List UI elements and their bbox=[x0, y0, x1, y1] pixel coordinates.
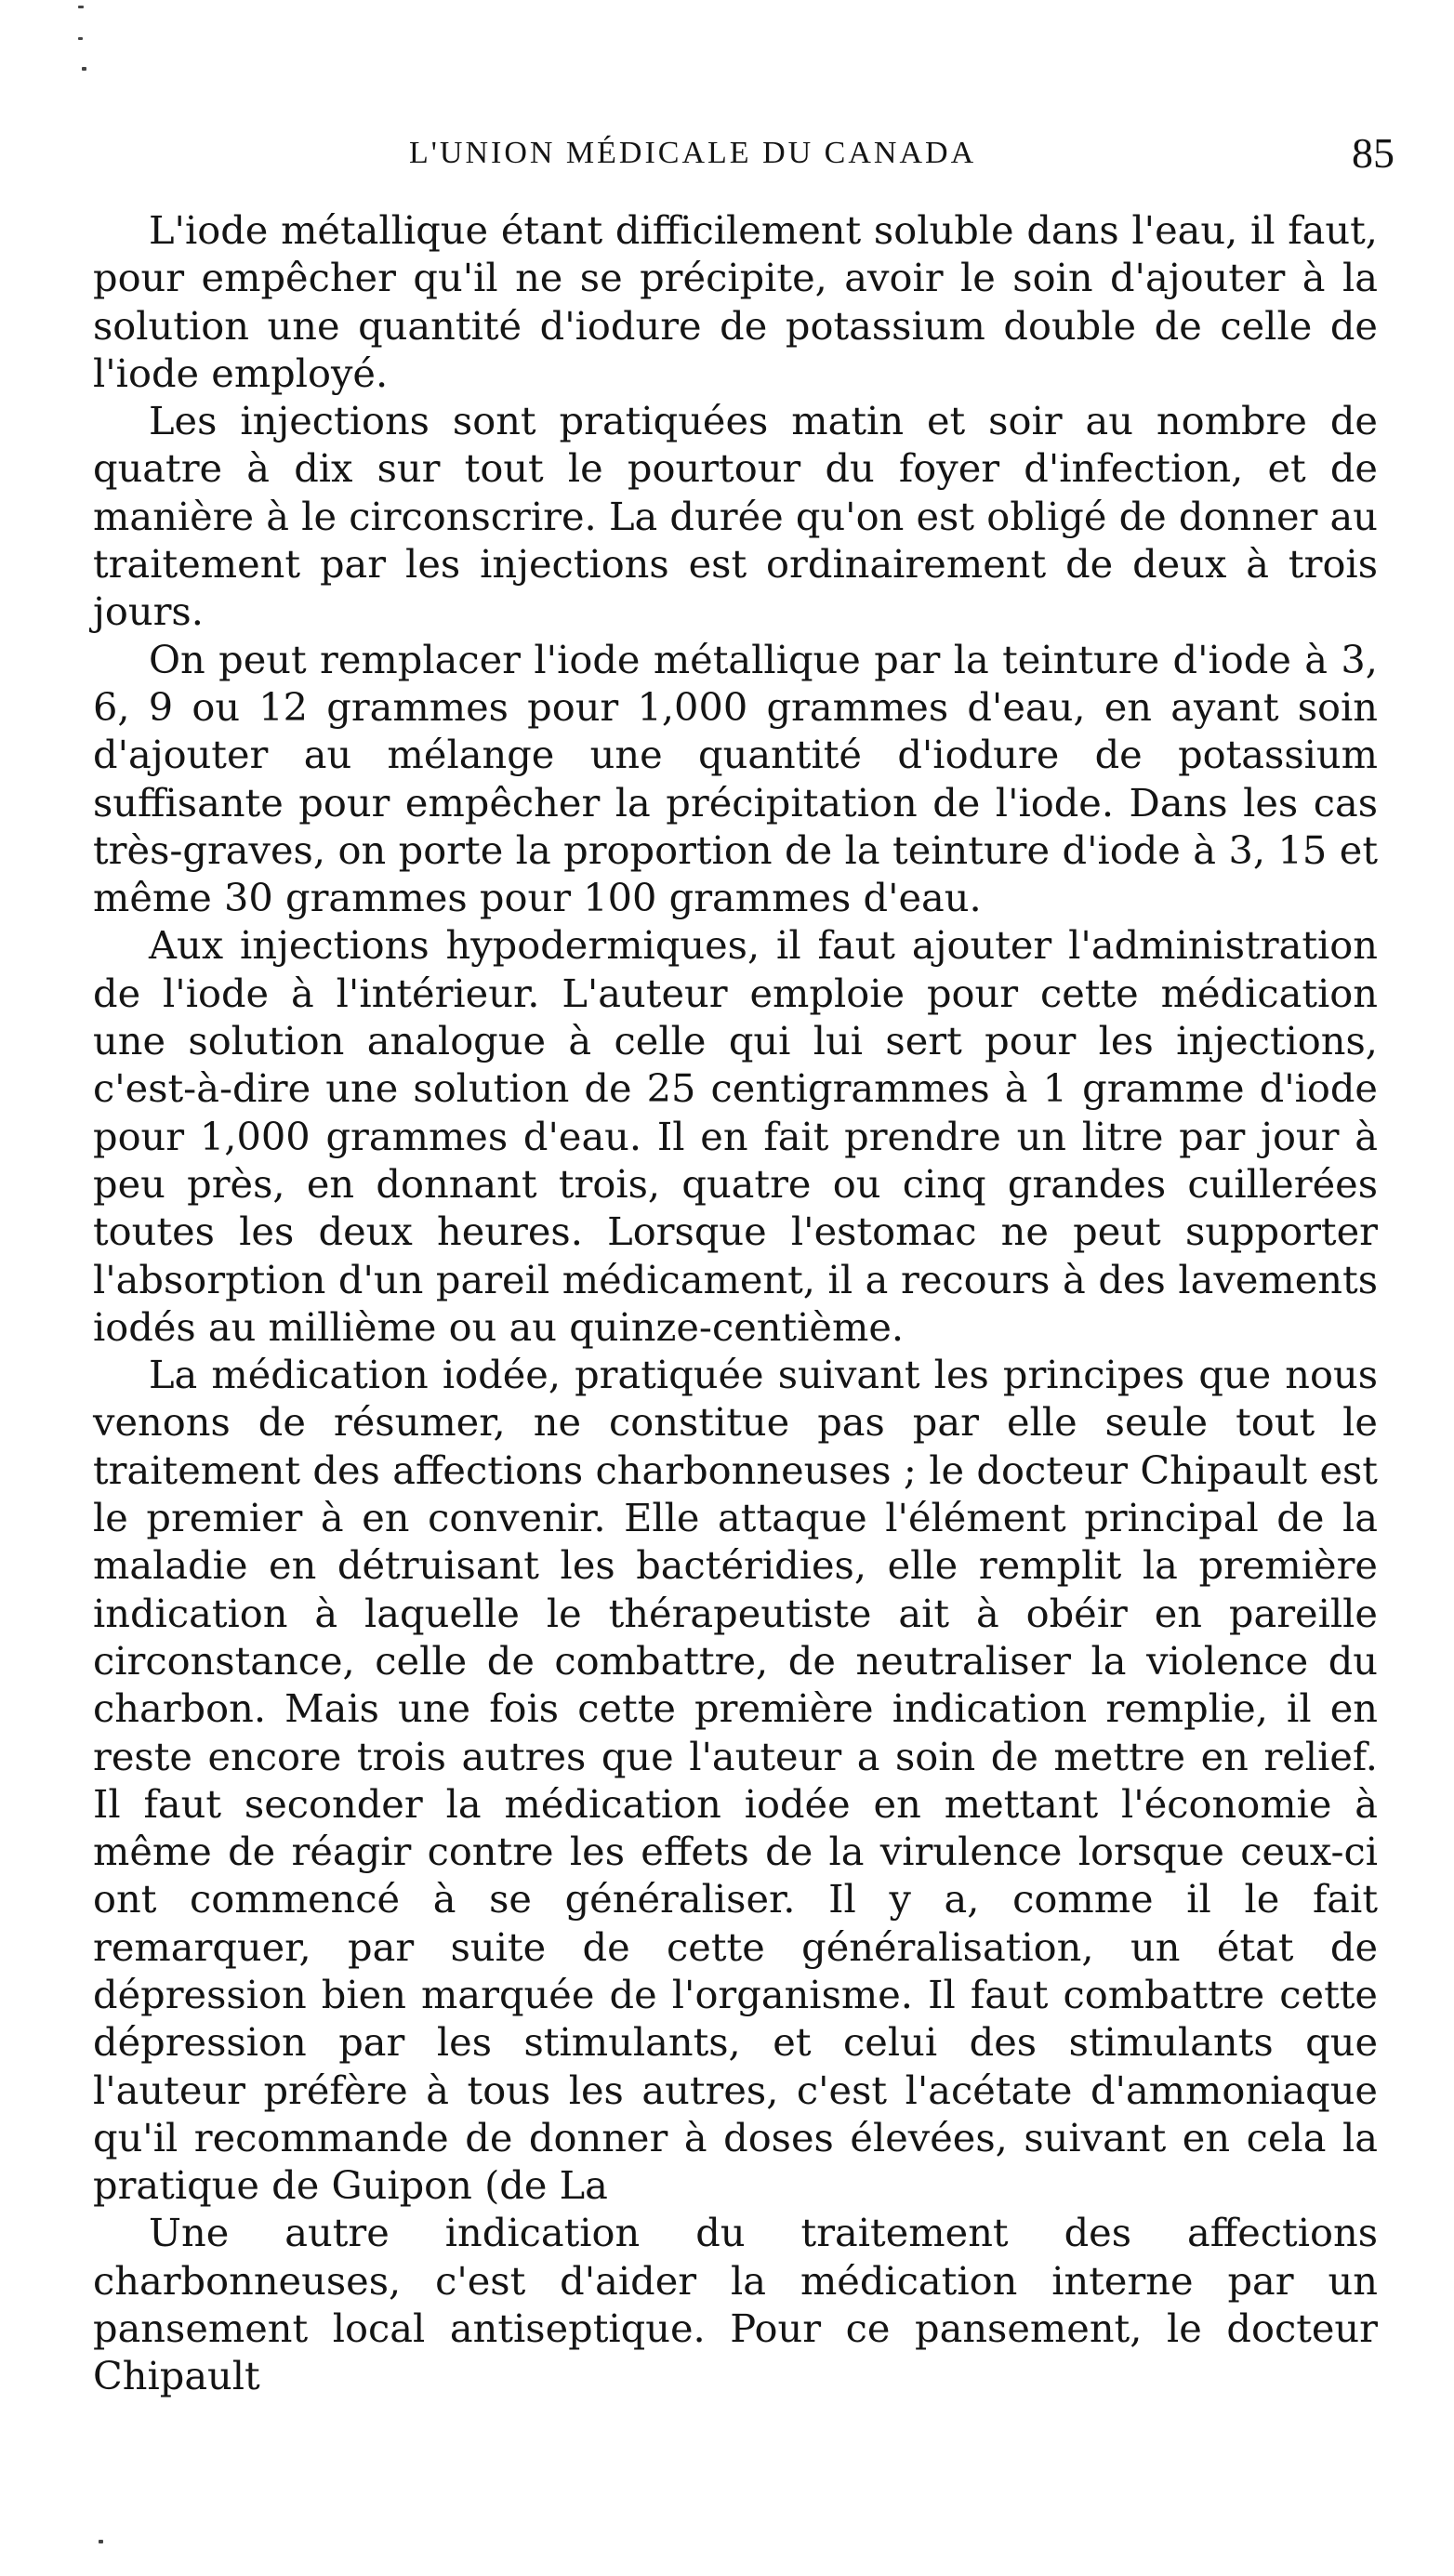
paragraph: On peut remplacer l'iode métallique par la teinture d'iode à 3, 6, 9 ou 12 grammes pour 1,000 grammes d'eau, en ayant soin d'ajouter au mélange une quantité d'iodure de potassium suffisante pour empêcher la précipitation de l'iode. Dans les cas très-graves, on porte la proportion de la teinture d'iode à 3, 15 et même 30 grammes pour 100 grammes d'eau. bbox=[93, 636, 1378, 921]
paragraph: Aux injections hypodermiques, il faut ajouter l'administration de l'iode à l'intérieur. L'auteur emploie pour cette médication une solution analogue à celle qui lui sert pour les injections, c'est-à-dire une solution de 25 centigrammes à 1 gramme d'iode pour 1,000 grammes d'eau. Il en fait prendre un litre par jour à peu près, en donnant trois, quatre ou cinq grandes cuillerées toutes les deux heures. Lorsque l'estomac ne peut supporter l'absorption d'un pareil médicament, il a recours à des lavements iodés au millième ou au quinze-centième. bbox=[93, 922, 1378, 1350]
running-title: L'UNION MÉDICALE DU CANADA bbox=[409, 136, 977, 170]
page-number: 85 bbox=[1352, 129, 1395, 177]
body-text bbox=[93, 206, 1378, 2400]
paragraph: Les injections sont pratiquées matin et soir au nombre de quatre à dix sur tout le pourtour du foyer d'infection, et de manière à le circonscrire. La durée qu'on est obligé de donner au traitement par les injections est ordinairement de deux à trois jours. bbox=[93, 398, 1379, 635]
paragraph: L'iode métallique étant difficilement soluble dans l'eau, il faut, pour empêcher qu'il ne se précipite, avoir le soin d'ajouter à la solution une quantité d'iodure de potassium double de celle de l'iode employé. bbox=[93, 207, 1378, 396]
paragraph: Une autre indication du traitement des affections charbonneuses, c'est d'aider la médication interne par un pansement local antiseptique. Pour ce pansement, le docteur Chipault bbox=[93, 2210, 1378, 2399]
scan-speck bbox=[82, 67, 86, 71]
paragraph: La médication iodée, pratiquée suivant les principes que nous venons de résumer, ne constitue pas par elle seule tout le traitement des affections charbonneuses ; le docteur Chipault est le premier à en convenir. Elle attaque l'élément principal de la maladie en détruisant les bactéridies, elle remplit la première indication à laquelle le thérapeutiste ait à obéir en pareille circonstance, celle de combattre, de neutraliser la violence du charbon. Mais une fois cette première indication remplie, il en reste encore trois autres que l'auteur a soin de mettre en relief. Il faut seconder la médication iodée en mettant l'économie à même de réagir contre les effets de la virulence lorsque ceux-ci ont commencé à se généraliser. Il y a, comme il le fait remarquer, par suite de cette généralisation, un état de dépression bien marquée de l'organisme. Il faut combattre cette dépression par les stimulants, et celui des stimulants que l'auteur préfère à tous les autres, c'est l'acétate d'ammoniaque qu'il recommande de donner à doses élevées, suivant en cela la pratique de Guipon (de La bbox=[93, 1352, 1378, 2209]
scan-speck bbox=[78, 37, 83, 40]
page-header bbox=[93, 128, 1395, 188]
scan-speck bbox=[78, 6, 84, 8]
scan-speck bbox=[99, 2540, 103, 2543]
